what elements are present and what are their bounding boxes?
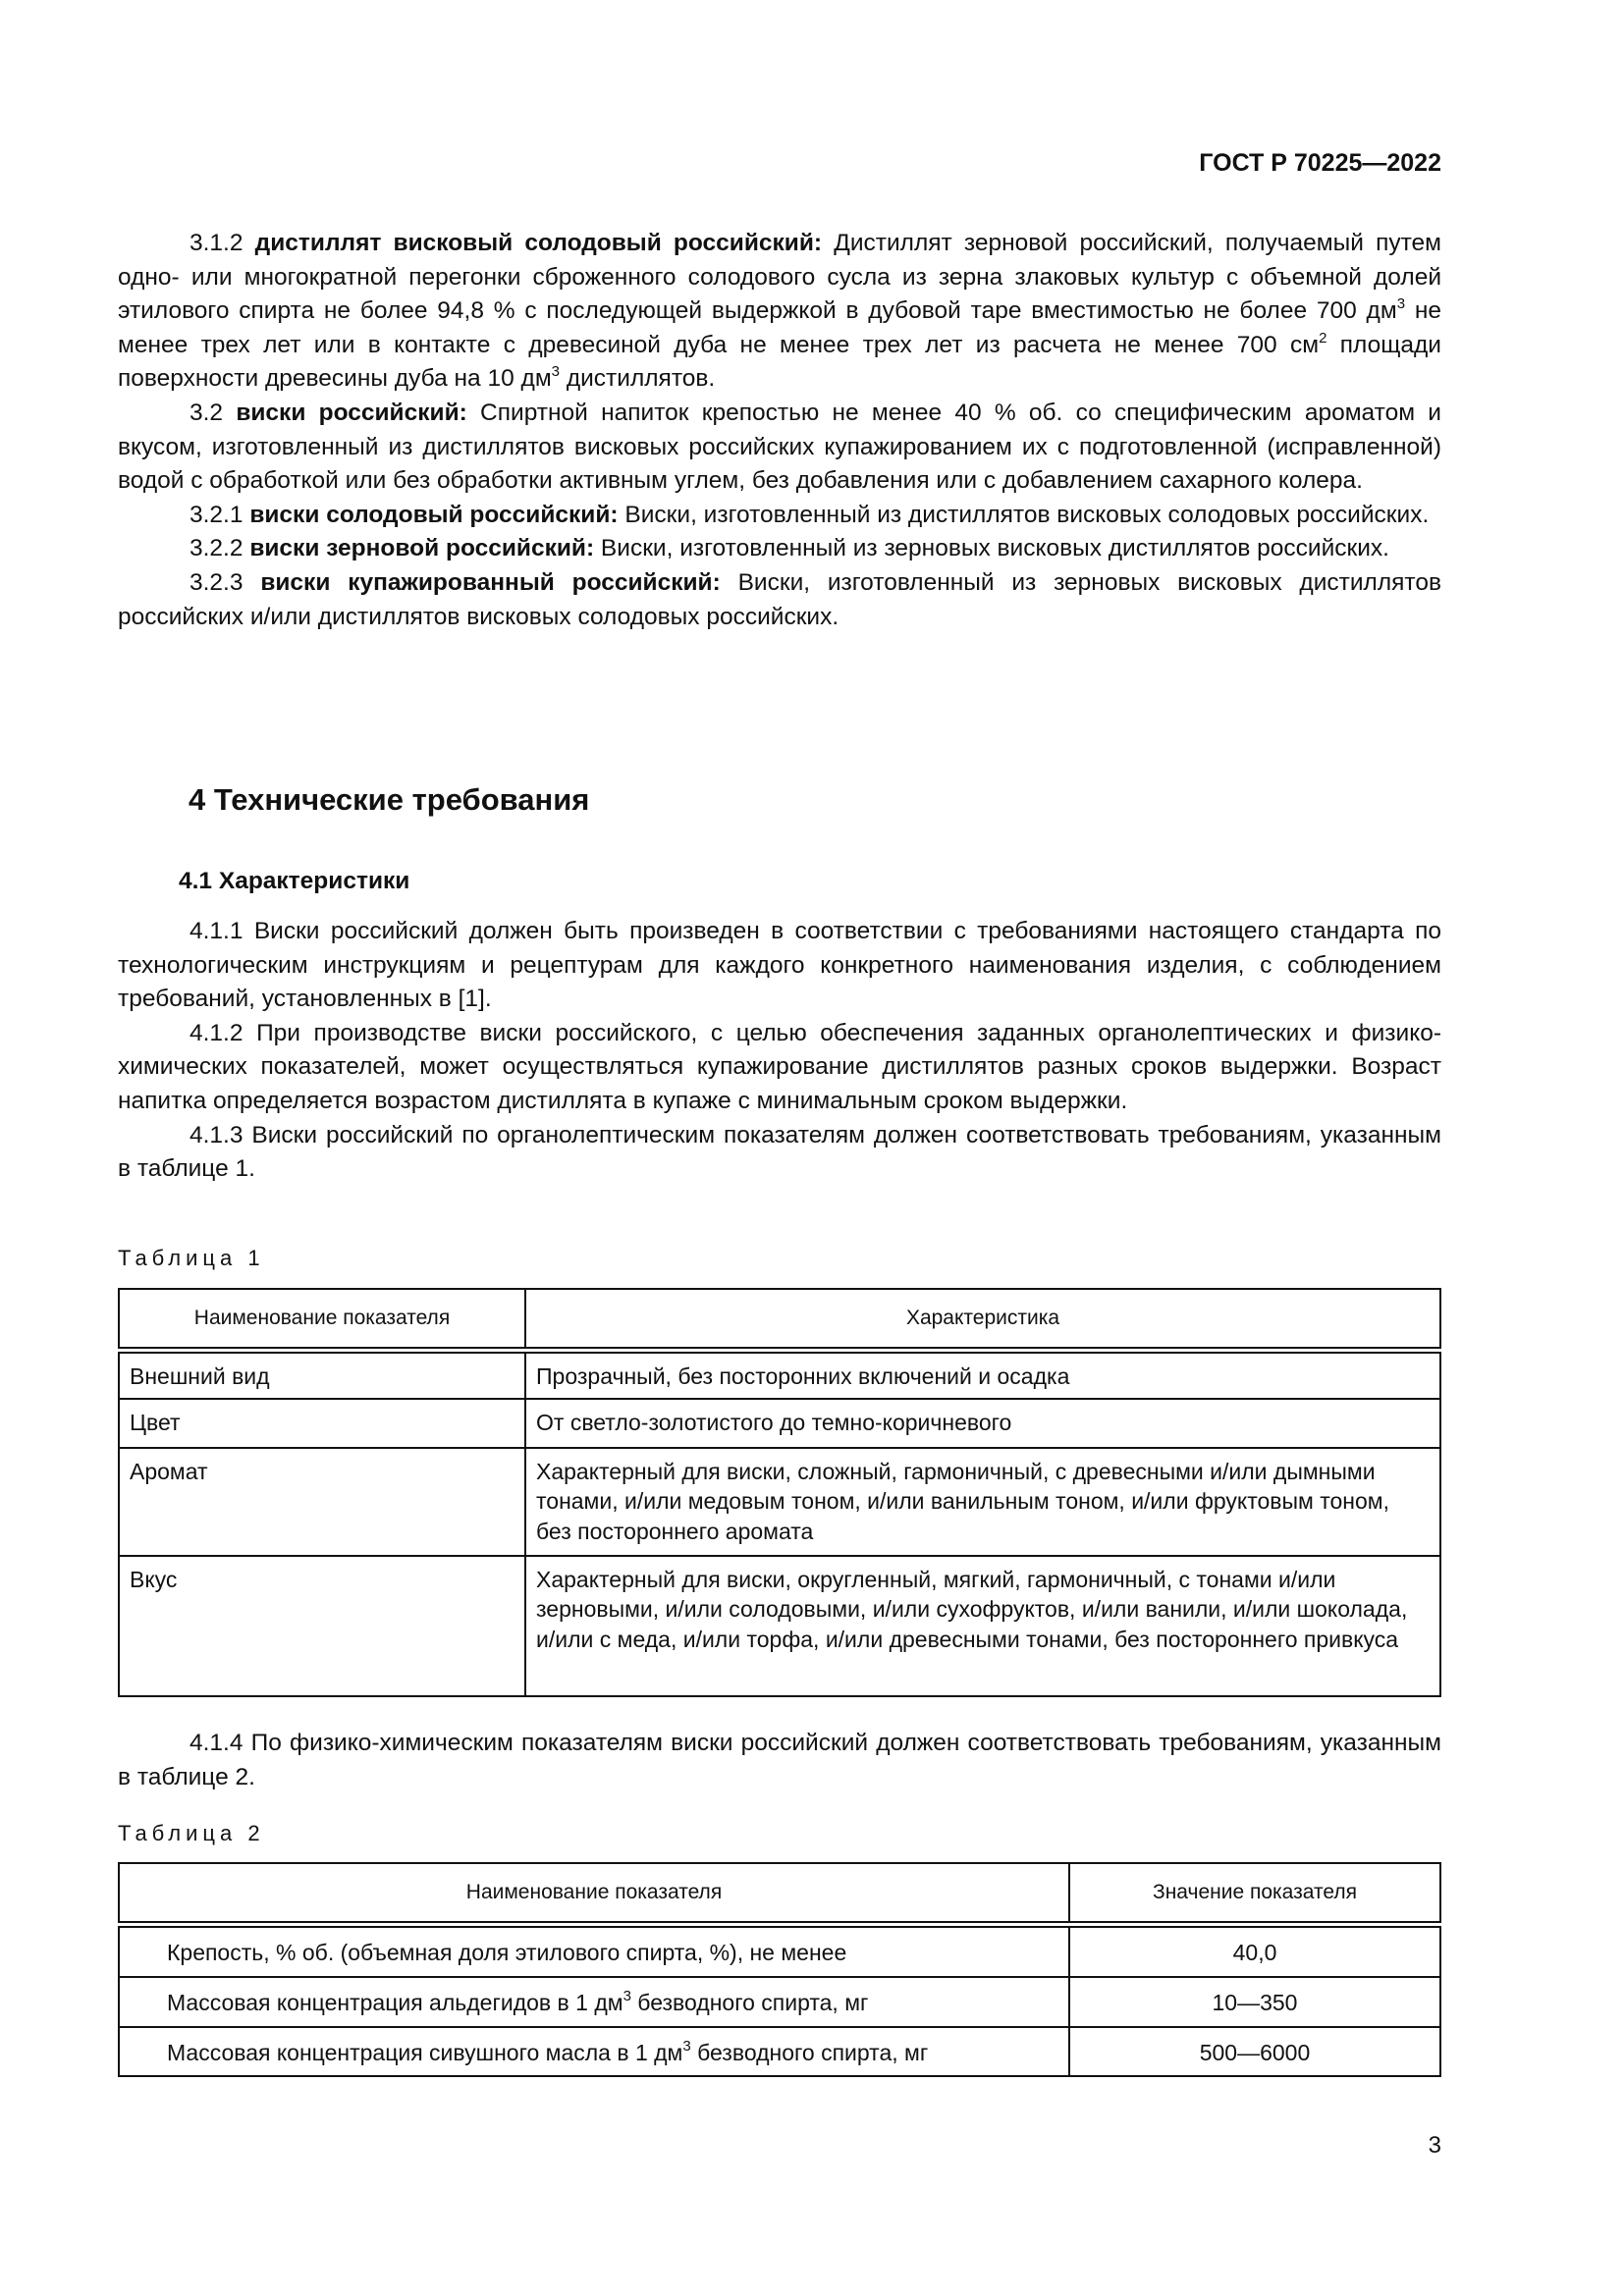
cell-name: Вкус [119,1556,525,1696]
cell-value: Прозрачный, без посторонних включений и осадка [525,1351,1440,1399]
text-run: безводного спирта, мг [630,1989,869,2015]
table2-caption: Таблица 2 [118,1821,265,1845]
paragraph-4-1-2: 4.1.2 При производстве виски российского, с целью обеспечения заданных органолептических и физико-химических показателей, может осуществляться купажирование дистиллятов разных сроков выдержки. Возраст напитка определяется возрастом дистиллята в купаже с минимальным сроком выдержки. [118,1019,1441,1114]
definition-3-1-2 [118,227,1441,397]
document-number: ГОСТ Р 70225—2022 [1199,149,1441,177]
clause-number: 3.2.1 [189,501,244,528]
table-row [119,1977,1440,2027]
defined-term: виски зерновой российский: [249,535,595,562]
superscript: 3 [551,363,561,381]
text-run: площади поверхности древесины дуба на 10 дм [118,331,1441,393]
paragraph-4-1-3: 4.1.3 Виски российский по органолептическим показателям должен соответствовать требованиям, указанным в таблице 1. [118,1121,1441,1183]
table1 [118,1288,1441,1697]
clause-number: 3.2.2 [189,535,244,562]
table-row [119,1925,1440,1977]
table-row [119,1351,1440,1399]
text-run: дистиллятов. [560,365,716,393]
text-run: Крепость, % об. (объемная доля этилового спирта, %), не менее [167,1940,847,1965]
cell-value: Характерный для виски, сложный, гармоничный, с древесными и/или дымными тонами, и/или медовым тоном, и/или ванильным тоном, и/или фруктовым тоном, без постороннего аромата [525,1448,1440,1556]
table2-header-value: Значение показателя [1069,1863,1440,1925]
cell-name [119,1977,1069,2027]
table-row [119,1399,1440,1448]
requirements-block [118,915,1441,1187]
definition-3-2-3 [118,566,1441,634]
cell-value: 10—350 [1069,1977,1440,2027]
definition-3-2 [118,397,1441,499]
superscript: 2 [1319,329,1327,347]
text-run: Виски, изготовленный из зерновых висковых дистиллятов российских. [594,535,1389,562]
paragraph-4-1-1: 4.1.1 Виски российский должен быть произведен в соответствии с требованиями настоящего стандарта по технологическим инструкциям и рецептурам для каждого конкретного наименования изделия, с соблюдением требований, установленных в [1]. [118,918,1441,1013]
table-row [119,2027,1440,2076]
defined-term: виски солодовый российский: [249,501,619,528]
clause-number: 3.2.3 [189,568,244,596]
table1-header-name: Наименование показателя [119,1289,525,1351]
superscript: 3 [623,1987,631,2004]
clause-number: 3.2 [189,399,224,426]
cell-name: Аромат [119,1448,525,1556]
table2 [118,1862,1441,2077]
table1-caption: Таблица 1 [118,1246,265,1270]
cell-name [119,1925,1069,1977]
cell-value: 40,0 [1069,1925,1440,1977]
clause-number: 3.1.2 [189,230,244,256]
subsection-heading: 4.1 Характеристики [179,868,410,894]
text-run: Дистиллят зерновой российский, получаемый путем одно- или многократной перегонки сброженного солодового сусла из зерна злаковых культур с объемной долей этилового спирта не более 94,8 % с последующей выдержкой в дубовой таре вместимостью не более 700 дм [118,230,1441,325]
cell-value: Характерный для виски, округленный, мягкий, гармоничный, с тонами и/или зерновыми, и/или солодовыми, и/или сухофруктов, и/или ванили, и/или шоколада, и/или с меда, и/или торфа, и/или древесными тонами, без постороннего привкуса [525,1556,1440,1696]
cell-value: От светло-золотистого до темно-коричневого [525,1399,1440,1448]
table-row [119,1556,1440,1696]
text-run: Массовая концентрация сивушного масла в 1 дм [167,2039,683,2065]
text-run: не менее трех лет или в контакте с древесиной дуба не менее трех лет из расчета не менее 700 см [118,297,1441,358]
text-run: Виски, изготовленный из зерновых висковых дистиллятов российских и/или дистиллятов висковых солодовых российских. [118,568,1441,630]
paragraph-4-1-4: 4.1.4 По физико-химическим показателям виски российский должен соответствовать требованиям, указанным в таблице 2. [118,1730,1441,1790]
cell-name: Внешний вид [119,1351,525,1399]
defined-term: дистиллят висковый солодовый российский: [254,230,823,256]
table1-header-characteristic: Характеристика [525,1289,1440,1351]
cell-value: 500—6000 [1069,2027,1440,2076]
text-run: Виски, изготовленный из дистиллятов висковых солодовых российских. [618,501,1430,528]
paragraph-4-1-4-block [118,1727,1441,1794]
defined-term: виски российский: [236,399,467,426]
defined-term: виски купажированный российский: [260,568,721,596]
cell-name [119,2027,1069,2076]
definition-3-2-1 [118,499,1441,533]
superscript: 3 [1396,295,1406,313]
section-heading: 4 Технические требования [189,782,590,817]
page-number: 3 [1428,2132,1441,2159]
superscript: 3 [682,2037,691,2055]
text-run: Спиртной напиток крепостью не менее 40 % об. со специфическим ароматом и вкусом, изготовленный из дистиллятов висковых российских купажированием их с подготовленной (исправленной) водой с обработкой или без обработки активным углем, без добавления или с добавлением сахарного колера. [118,399,1441,495]
text-run: Массовая концентрация альдегидов в 1 дм [167,1989,623,2015]
table-row [119,1448,1440,1556]
text-run: безводного спирта, мг [690,2039,929,2065]
table2-header-name: Наименование показателя [119,1863,1069,1925]
definition-3-2-2 [118,532,1441,566]
cell-name: Цвет [119,1399,525,1448]
definitions-block [118,227,1441,634]
